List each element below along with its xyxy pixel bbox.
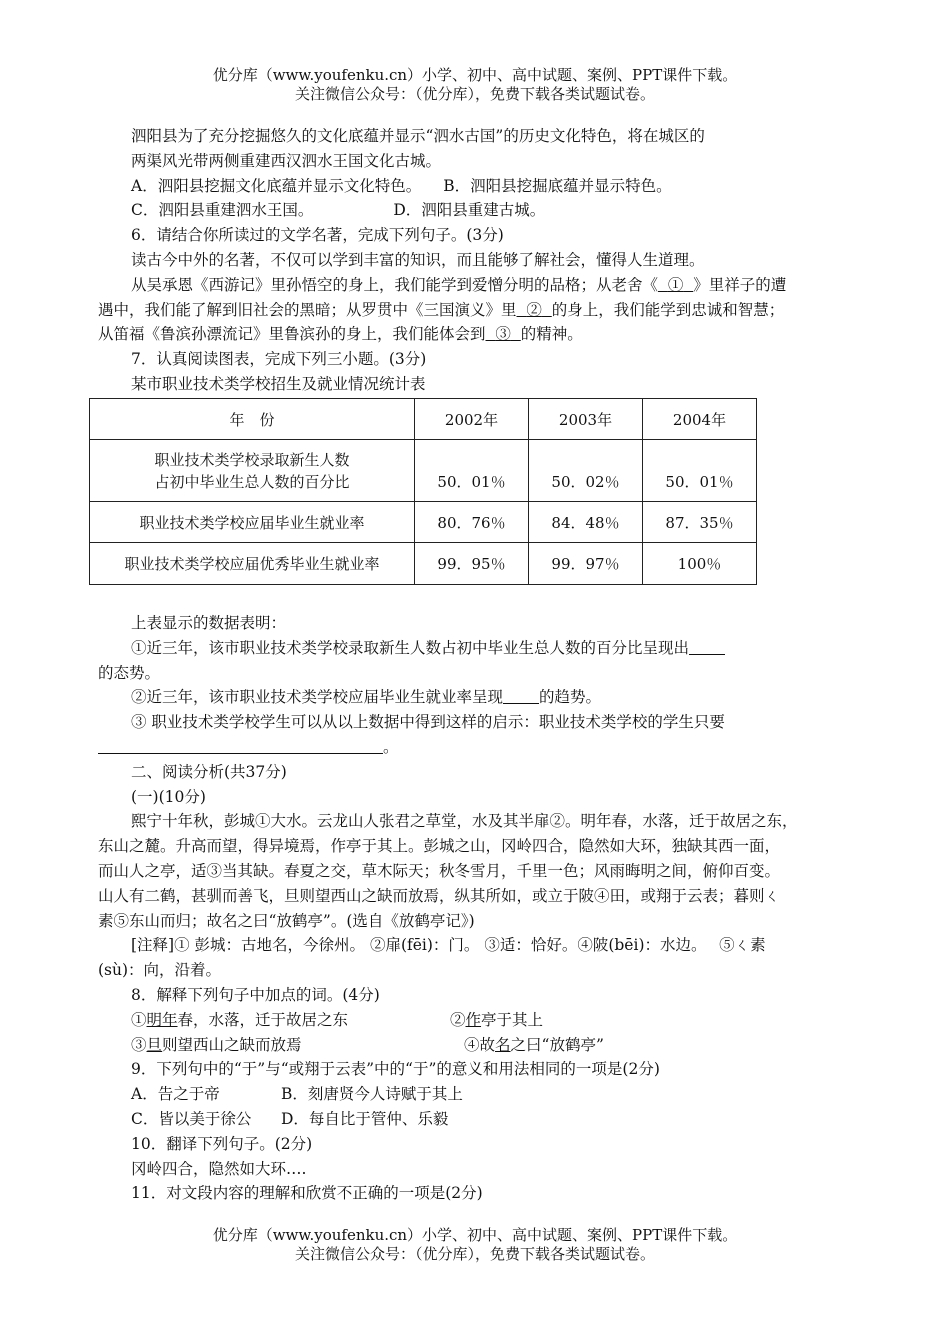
q6-line-4-text: 从笛福《鲁滨孙漂流记》里鲁滨孙的身上，我们能体会到 xyxy=(98,325,486,344)
table-row xyxy=(90,502,757,543)
stats-table xyxy=(89,398,757,585)
q8-item-d-text: 之曰“放鹤亭” xyxy=(510,1035,604,1054)
q6-line-3-tail: 的身上，我们能学到忠诚和智慧； xyxy=(551,300,785,319)
footer-line-2: 关注微信公众号：（优分库），免费下载各类试题试卷。 xyxy=(294,1245,655,1263)
table-cell: 80．76％ xyxy=(415,502,529,543)
table-header-cell: 2003年 xyxy=(529,399,643,440)
page-header xyxy=(0,66,950,104)
q8-item-d-num: ④故 xyxy=(464,1035,496,1054)
header-line-2: 关注微信公众号：（优分库），免费下载各类试题试卷。 xyxy=(294,85,655,103)
q6-line-3 xyxy=(98,298,868,323)
q8-item-c xyxy=(131,1033,464,1058)
q6-line-1: 读古今中外的名著，不仅可以学到丰富的知识，而且能够了解社会，懂得人生道理。 xyxy=(131,250,705,269)
table-cell: 99．97％ xyxy=(529,543,643,585)
q8-item-b-word: 作 xyxy=(465,1010,482,1029)
q6-stem: 6．请结合你所读过的文学名著，完成下列句子。(3分) xyxy=(131,226,504,245)
notes-line-2: (sù)：向，沿着。 xyxy=(98,961,222,980)
q7-item-2-tail: 的趋势。 xyxy=(539,688,602,707)
table-cell: 100％ xyxy=(643,543,757,585)
section-2-title: 二、阅读分析(共37分) xyxy=(131,762,287,781)
table-row xyxy=(90,440,757,502)
page-footer xyxy=(0,1226,950,1264)
footer-line-1: 优分库（www.youfenku.cn）小学、初中、高中试题、案例、PPT课件下载。 xyxy=(212,1226,738,1244)
q7-item-3-blank-line xyxy=(98,735,868,760)
q8-item-a-text: 春，水落，迁于故居之东 xyxy=(177,1010,349,1029)
q7-stem: 7．认真阅读图表，完成下列三小题。(3分) xyxy=(131,350,427,369)
q8-items-cd xyxy=(98,1033,868,1058)
answer-blank xyxy=(689,639,725,655)
q7-item-2-text: ②近三年，该市职业技术类学校应届毕业生就业率呈现 xyxy=(131,688,504,707)
table-cell: 50．01％ xyxy=(415,440,529,502)
q7-item-1 xyxy=(98,636,868,661)
q7-conclusion: 上表显示的数据表明： xyxy=(131,614,287,632)
q10-sentence: 冈岭四合，隐然如大环…. xyxy=(131,1159,307,1178)
exam-content xyxy=(98,124,868,397)
q7-item-1-text: ①近三年，该市职业技术类学校录取新生人数占初中毕业生总人数的百分比呈现出 xyxy=(131,638,690,657)
q9-option-c: C．皆以美于徐公 xyxy=(131,1109,252,1128)
q8-item-b-num: ② xyxy=(450,1010,466,1029)
q5-options-ab xyxy=(98,174,868,199)
q7-table-title: 某市职业技术类学校招生及就业情况统计表 xyxy=(131,374,426,393)
q10-stem: 10．翻译下列句子。(2分) xyxy=(131,1134,313,1153)
q8-item-d-word: 名 xyxy=(495,1035,511,1054)
q8-item-b xyxy=(450,1011,543,1029)
q5-option-c: C．泗阳县重建泗水王国。 xyxy=(131,201,314,220)
q5-options-cd xyxy=(98,198,868,223)
q9-options-cd xyxy=(98,1107,868,1132)
passage-line-1: 熙宁十年秋，彭城①大水。云龙山人张君之草堂，水及其半扉②。明年春，水落，迁于故居之东， xyxy=(131,812,798,831)
q6-blank-2-label: ② xyxy=(526,300,542,319)
notes-line-1: [注释]① 彭城：古地名，今徐州。 ②扉(fēi)：门。 ③适：恰好。④陂(bēi)：水边。 ⑤ㄑ素 xyxy=(131,936,766,955)
answer-blank xyxy=(98,738,383,754)
table-row-label: 职业技术类学校应届毕业生就业率 xyxy=(90,502,415,543)
passage-line-5: 素⑤东山而归；故名之曰“放鹤亭”。(选自《放鹤亭记》) xyxy=(98,911,475,930)
table-header-cell: 2002年 xyxy=(415,399,529,440)
q9-stem: 9．下列句中的“于”与“或翔于云表”中的“于”的意义和用法相同的一项是(2分) xyxy=(131,1060,660,1079)
q9-options-ab xyxy=(98,1082,868,1107)
passage-line-2: 东山之麓。升高而望，得异境焉，作亭于其上。彭城之山，冈岭四合，隐然如大环，独缺其西一面， xyxy=(98,837,781,856)
q6-blank-3-label: ③ xyxy=(495,325,511,344)
q6-blank-2 xyxy=(517,301,552,319)
passage-line-4: 山人有二鹤，甚驯而善飞，旦则望西山之缺而放焉，纵其所如，或立于陂④田，或翔于云表；暮则ㄑ xyxy=(98,886,781,905)
q5-option-a: A．泗阳县挖掘文化底蕴并显示文化特色。 xyxy=(131,176,422,195)
q8-stem: 8．解释下列句子中加点的词。(4分) xyxy=(131,985,380,1004)
q8-item-a-num: ① xyxy=(131,1010,147,1029)
q11-stem: 11．对文段内容的理解和欣赏不正确的一项是(2分) xyxy=(131,1184,483,1203)
q6-line-2 xyxy=(98,273,868,298)
q8-item-c-word: 旦 xyxy=(146,1035,163,1054)
section-2-part-1: (一)(10分) xyxy=(131,787,206,806)
table-cell: 50．02％ xyxy=(529,440,643,502)
header-line-1: 优分库（www.youfenku.cn）小学、初中、高中试题、案例、PPT课件下载。 xyxy=(212,66,738,84)
q8-item-a xyxy=(131,1008,450,1033)
table-row xyxy=(90,543,757,585)
q8-item-a-word: 明年 xyxy=(146,1010,178,1029)
q8-item-c-text: 则望西山之缺而放焉 xyxy=(162,1035,302,1054)
q6-line-2-text: 从吴承恩《西游记》里孙悟空的身上，我们能学到爱憎分明的品格；从老舍《 xyxy=(131,275,659,294)
q6-line-3-text: 遇中，我们能了解到旧社会的黑暗；从罗贯中《三国演义》里 xyxy=(98,300,517,319)
table-row-label-line-1: 职业技术类学校录取新生人数 xyxy=(154,450,350,469)
q9-option-b: B．刻唐贤今人诗赋于其上 xyxy=(281,1085,463,1104)
table-header-cell: 2004年 xyxy=(643,399,757,440)
q6-line-4-tail: 的精神。 xyxy=(520,325,583,344)
q8-item-d xyxy=(464,1036,604,1054)
q6-line-4 xyxy=(98,322,868,347)
q6-blank-1 xyxy=(658,276,693,294)
q5-option-b: B．泗阳县挖掘底蕴并显示特色。 xyxy=(443,176,672,195)
table-header-cell: 年 份 xyxy=(90,399,415,440)
q5-line-1: 泗阳县为了充分挖掘悠久的文化底蕴并显示“泗水古国”的历史文化特色，将在城区的 xyxy=(131,127,705,145)
q7-item-3: ③ 职业技术类学校学生可以从以上数据中得到这样的启示：职业技术类学校的学生只要 xyxy=(131,713,725,732)
table-row-label: 职业技术类学校应届优秀毕业生就业率 xyxy=(90,543,415,585)
table-cell: 99．95％ xyxy=(415,543,529,585)
table-cell: 50．01％ xyxy=(643,440,757,502)
q8-item-b-text: 亭于其上 xyxy=(481,1010,544,1029)
q7-item-2 xyxy=(98,685,868,710)
q9-option-a: A．告之于帝 xyxy=(131,1085,220,1104)
table-cell: 87．35％ xyxy=(643,502,757,543)
q5-option-d: D．泗阳县重建古城。 xyxy=(393,201,546,220)
answer-blank xyxy=(503,688,539,704)
q5-line-2: 两渠风光带两侧重建西汉泗水王国文化古城。 xyxy=(131,151,442,170)
q6-blank-1-label: ① xyxy=(667,275,684,294)
q9-option-d: D．每自比于管仲、乐毅 xyxy=(281,1109,449,1128)
q6-line-2-tail: 》里祥子的遭 xyxy=(693,275,787,294)
passage-line-3: 而山人之亭，适③当其缺。春夏之交，草木际天；秋冬雪月，千里一色；风雨晦明之间，俯仰百变。 xyxy=(98,861,781,880)
table-cell: 84．48％ xyxy=(529,502,643,543)
table-row-label-line-2: 占初中毕业生总人数的百分比 xyxy=(154,472,350,491)
q6-blank-3 xyxy=(486,325,521,343)
q7-item-1-end: 的态势。 xyxy=(98,663,161,682)
table-row-label xyxy=(90,440,415,502)
q8-items-ab xyxy=(98,1008,868,1033)
exam-content-continued xyxy=(98,611,868,1206)
q8-item-c-num: ③ xyxy=(131,1035,147,1054)
table-header-row xyxy=(90,399,757,440)
q7-item-3-period: 。 xyxy=(383,737,399,756)
